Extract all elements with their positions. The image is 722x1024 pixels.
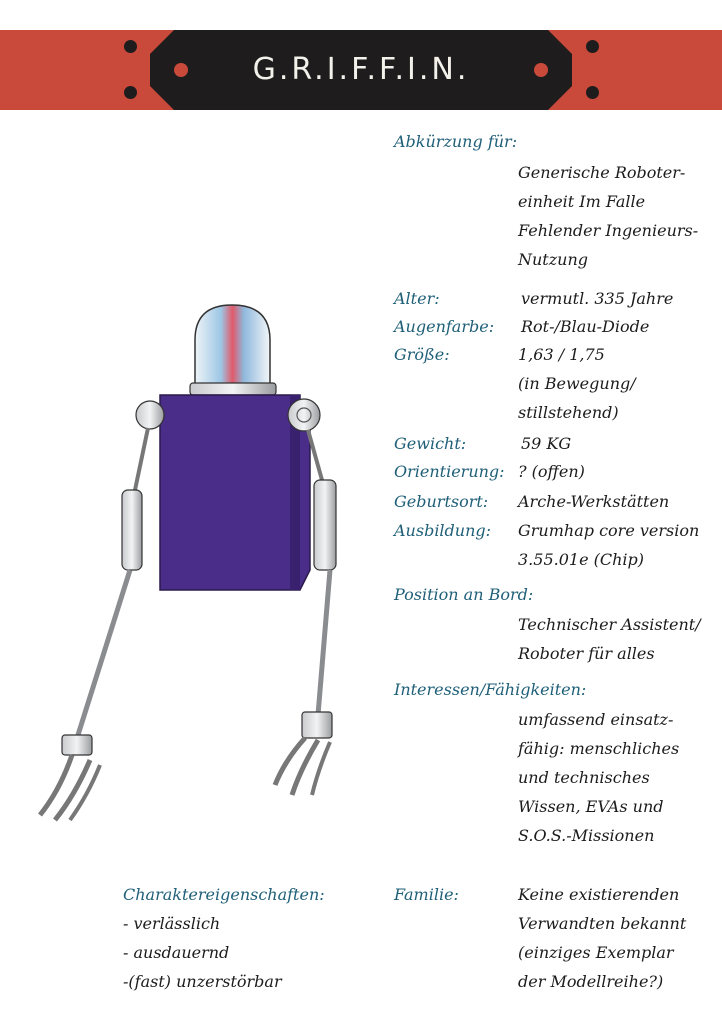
education-value: Grumhap core version 3.55.01e (Chip) bbox=[518, 521, 700, 569]
birthplace-value: Arche-Werkstätten bbox=[518, 492, 670, 511]
abbreviation-label: Abkürzung für: bbox=[394, 132, 518, 151]
education-label: Ausbildung: bbox=[394, 521, 492, 540]
rivet-icon bbox=[174, 63, 188, 77]
list-item: -(fast) unzerstörbar bbox=[123, 972, 282, 991]
page-title: G.R.I.F.F.I.N. bbox=[252, 52, 470, 87]
weight-value: 59 KG bbox=[521, 434, 572, 453]
robot-illustration bbox=[0, 290, 380, 830]
height-value: 1,63 / 1,75 (in Bewegung/ stillstehend) bbox=[518, 345, 636, 422]
list-item: - ausdauernd bbox=[123, 943, 230, 962]
abbreviation-value: Generische Roboter- einheit Im Falle Fehlender Ingenieurs- Nutzung bbox=[518, 163, 699, 269]
age-label: Alter: bbox=[394, 289, 440, 308]
orientation-value: ? (offen) bbox=[518, 462, 585, 481]
rivet-icon bbox=[534, 63, 548, 77]
interests-label: Interessen/Fähigkeiten: bbox=[394, 680, 587, 699]
height-label: Größe: bbox=[394, 345, 450, 364]
position-label: Position an Bord: bbox=[394, 585, 534, 604]
rivet-icon bbox=[124, 40, 137, 53]
position-value: Technischer Assistent/ Roboter für alles bbox=[518, 615, 701, 663]
eye-color-label: Augenfarbe: bbox=[394, 317, 495, 336]
rivet-icon bbox=[124, 86, 137, 99]
traits-label: Charaktereigenschaften: bbox=[123, 885, 325, 904]
orientation-label: Orientierung: bbox=[394, 462, 505, 481]
rivet-icon bbox=[586, 40, 599, 53]
interests-value: umfassend einsatz- fähig: menschliches und technisches Wissen, EVAs und S.O.S.-Missionen bbox=[518, 710, 680, 845]
list-item: - verlässlich bbox=[123, 914, 221, 933]
rivet-icon bbox=[586, 86, 599, 99]
age-value: vermutl. 335 Jahre bbox=[521, 289, 674, 308]
family-label: Familie: bbox=[394, 885, 459, 904]
family-value: Keine existierenden Verwandten bekannt (einziges Exemplar der Modellreihe?) bbox=[518, 885, 687, 991]
birthplace-label: Geburtsort: bbox=[394, 492, 489, 511]
traits-list bbox=[123, 909, 282, 996]
weight-label: Gewicht: bbox=[394, 434, 467, 453]
eye-color-value: Rot-/Blau-Diode bbox=[521, 317, 650, 336]
